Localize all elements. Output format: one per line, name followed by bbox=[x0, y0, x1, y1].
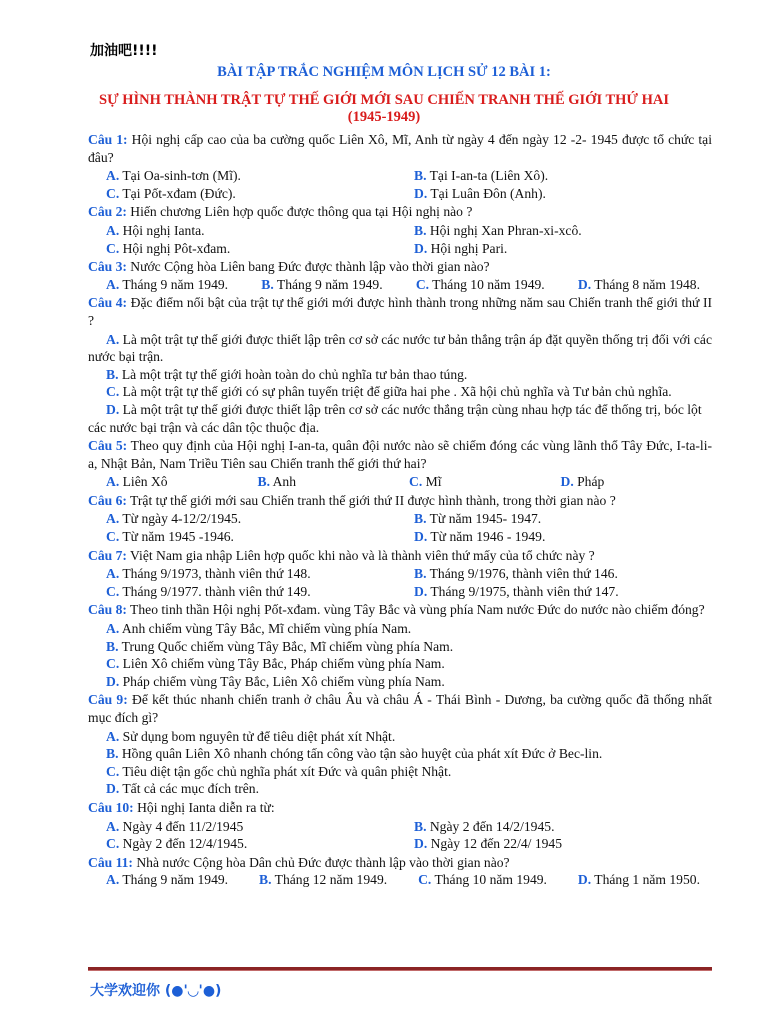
option-c[interactable] bbox=[106, 185, 409, 203]
option-d[interactable] bbox=[409, 528, 712, 546]
question-label: Câu 5: bbox=[88, 438, 128, 454]
option-letter: B. bbox=[257, 474, 270, 490]
option-a[interactable] bbox=[106, 167, 409, 185]
option-text: Từ năm 1945 -1946. bbox=[119, 529, 234, 545]
option-letter: B. bbox=[414, 511, 427, 527]
option-b[interactable] bbox=[409, 222, 712, 240]
question-7 bbox=[88, 547, 712, 601]
question-text bbox=[88, 203, 712, 221]
option-letter: B. bbox=[414, 222, 427, 238]
question-4 bbox=[88, 294, 712, 436]
question-body: Việt Nam gia nhập Liên hợp quốc khi nào và là thành viên thứ mấy của tổ chức này ? bbox=[126, 547, 595, 563]
option-c[interactable] bbox=[409, 473, 561, 491]
option-letter: A. bbox=[106, 621, 120, 637]
option-text: Tại Oa-sinh-tơn (Mĩ). bbox=[119, 168, 241, 184]
question-10 bbox=[88, 799, 712, 853]
option-d[interactable] bbox=[88, 673, 712, 691]
option-letter: C. bbox=[106, 185, 120, 201]
option-a[interactable] bbox=[106, 818, 409, 836]
question-body: Đặc điểm nổi bật của trật tự thế giới mới được hình thành trong những năm sau Chiến tranh thế giới thứ II ? bbox=[88, 295, 712, 328]
option-text: Tháng 12 năm 1949. bbox=[271, 872, 388, 888]
option-text: Tháng 9 năm 1949. bbox=[273, 276, 383, 292]
option-letter: A. bbox=[106, 566, 120, 582]
question-body: Để kết thúc nhanh chiến tranh ở châu Âu và châu Á - Thái Bình - Dương, ba cường quốc đã thống nhất mục đích gì? bbox=[88, 692, 713, 725]
option-group bbox=[88, 565, 712, 600]
option-a[interactable] bbox=[106, 510, 409, 528]
question-text bbox=[88, 131, 712, 166]
option-text: Anh bbox=[269, 474, 297, 490]
option-text: Liên Xô chiếm vùng Tây Bắc, Pháp chiếm vùng phía Nam. bbox=[119, 656, 445, 672]
option-letter: C. bbox=[106, 836, 120, 852]
option-letter: A. bbox=[106, 276, 120, 292]
option-text: Ngày 4 đến 11/2/1945 bbox=[119, 818, 244, 834]
option-c[interactable] bbox=[106, 583, 409, 601]
option-group bbox=[88, 331, 712, 437]
option-d[interactable] bbox=[561, 473, 713, 491]
option-letter: C. bbox=[106, 384, 120, 400]
option-text: Tháng 8 năm 1948. bbox=[591, 276, 700, 292]
option-a[interactable] bbox=[88, 620, 712, 638]
option-b[interactable] bbox=[409, 565, 712, 583]
option-letter: D. bbox=[106, 781, 120, 797]
option-letter: A. bbox=[106, 474, 120, 490]
question-body: Theo tinh thần Hội nghị Pốt-xđam. vùng Tây Bắc và vùng phía Nam nước Đức do nước nào chiếm đóng? bbox=[126, 602, 705, 618]
option-text: Là một trật tự thế giới được thiết lập trên cơ sở các nước thắng trận cùng nhau hợp tác để thống trị, bóc lột các nước bại trận và các dân tộc thuộc địa. bbox=[88, 401, 702, 435]
option-d[interactable] bbox=[88, 401, 712, 436]
option-c[interactable] bbox=[416, 276, 545, 294]
question-body: Hội nghị Ianta diễn ra từ: bbox=[133, 799, 275, 815]
option-d[interactable] bbox=[409, 835, 712, 853]
option-letter: B. bbox=[259, 872, 272, 888]
question-body: Hiến chương Liên hợp quốc được thông qua tại Hội nghị nào ? bbox=[126, 204, 473, 220]
option-d[interactable] bbox=[578, 276, 700, 294]
option-d[interactable] bbox=[409, 583, 712, 601]
option-letter: C. bbox=[409, 474, 423, 490]
option-letter: D. bbox=[414, 583, 428, 599]
question-label: Câu 3: bbox=[88, 259, 127, 275]
option-group bbox=[88, 276, 712, 294]
option-text: Anh chiếm vùng Tây Bắc, Mĩ chiếm vùng phía Nam. bbox=[119, 621, 412, 637]
option-letter: D. bbox=[560, 474, 574, 490]
question-text bbox=[88, 258, 712, 276]
option-letter: C. bbox=[415, 276, 430, 292]
option-b[interactable] bbox=[88, 745, 712, 763]
option-letter: D. bbox=[414, 240, 428, 256]
question-body: Theo quy định của Hội nghị I-an-ta, quân đội nước nào sẽ chiếm đóng các vùng lãnh thổ Tây Đức, I-ta-li-a, Nhật Bản, Nam Triều Tiên sau Chiến tranh thế giới thứ hai? bbox=[88, 438, 712, 471]
question-8 bbox=[88, 601, 712, 690]
option-a[interactable] bbox=[88, 728, 712, 746]
option-letter: B. bbox=[106, 746, 119, 762]
option-b[interactable] bbox=[409, 167, 712, 185]
option-letter: B. bbox=[106, 366, 119, 382]
option-a[interactable] bbox=[106, 222, 409, 240]
question-2 bbox=[88, 203, 712, 257]
option-letter: A. bbox=[106, 511, 120, 527]
option-d[interactable] bbox=[578, 871, 700, 889]
subtitle-line: SỰ HÌNH THÀNH TRẬT TỰ THẾ GIỚI MỚI SAU CHIẾN TRANH THẾ GIỚI THỨ HAI bbox=[99, 92, 669, 108]
option-group bbox=[88, 620, 712, 690]
option-letter: D. bbox=[577, 276, 592, 292]
option-text: Mĩ bbox=[422, 474, 442, 490]
option-c[interactable] bbox=[418, 871, 547, 889]
option-letter: C. bbox=[106, 656, 120, 672]
option-letter: A. bbox=[106, 331, 120, 347]
option-text: Từ năm 1946 - 1949. bbox=[427, 529, 546, 545]
question-label: Câu 6: bbox=[88, 492, 127, 508]
option-c[interactable] bbox=[88, 763, 712, 781]
question-11 bbox=[88, 854, 712, 889]
question-text bbox=[88, 799, 712, 817]
option-text: Ngày 2 đến 14/2/1945. bbox=[426, 818, 555, 834]
question-9 bbox=[88, 691, 712, 798]
option-text: Tại Pốt-xđam (Đức). bbox=[119, 185, 236, 201]
option-letter: A. bbox=[106, 818, 120, 834]
option-letter: B. bbox=[414, 168, 427, 184]
option-text: Hội nghị Xan Phran-xi-xcô. bbox=[426, 222, 582, 238]
option-letter: D. bbox=[106, 401, 120, 417]
footer-divider bbox=[88, 967, 712, 971]
option-text: Từ ngày 4-12/2/1945. bbox=[119, 511, 242, 527]
option-b[interactable] bbox=[409, 818, 712, 836]
option-text: Trung Quốc chiếm vùng Tây Bắc, Mĩ chiếm vùng phía Nam. bbox=[118, 638, 454, 654]
option-group bbox=[88, 222, 712, 257]
option-text: Tại Luân Đôn (Anh). bbox=[427, 185, 546, 201]
option-text: Hội nghị Ianta. bbox=[119, 222, 205, 238]
option-text: Từ năm 1945- 1947. bbox=[426, 511, 542, 527]
question-text bbox=[88, 294, 712, 329]
option-text: Tháng 9/1973, thành viên thứ 148. bbox=[119, 566, 311, 582]
option-text: Tại I-an-ta (Liên Xô). bbox=[426, 168, 549, 184]
option-text: Liên Xô bbox=[119, 474, 168, 490]
option-text: Là một trật tự thế giới được thiết lập trên cơ sở các nước tư bản thắng trận áp đặt quyền thống trị đối với các nước bại trận. bbox=[88, 331, 712, 365]
option-letter: A. bbox=[106, 872, 120, 888]
option-letter: C. bbox=[106, 763, 120, 779]
option-letter: B. bbox=[414, 818, 427, 834]
document-title: BÀI TẬP TRẮC NGHIỆM MÔN LỊCH SỬ 12 BÀI 1: bbox=[217, 64, 551, 80]
subtitle-years: (1945-1949) bbox=[347, 109, 421, 125]
question-label: Câu 4: bbox=[88, 295, 128, 311]
option-a[interactable] bbox=[88, 331, 712, 366]
question-3 bbox=[88, 258, 712, 293]
option-text: Ngày 12 đến 22/4/ 1945 bbox=[427, 836, 563, 852]
top-note: 加油吧!!!! bbox=[90, 43, 158, 59]
option-b[interactable] bbox=[88, 638, 712, 656]
option-letter: A. bbox=[106, 222, 120, 238]
option-b[interactable] bbox=[258, 473, 410, 491]
option-letter: C. bbox=[418, 872, 432, 888]
question-text bbox=[88, 437, 712, 472]
question-body: Nước Cộng hòa Liên bang Đức được thành lập vào thời gian nào? bbox=[126, 259, 490, 275]
option-text: Tháng 1 năm 1950. bbox=[591, 872, 700, 888]
option-text: Hồng quân Liên Xô nhanh chóng tấn công vào tận sào huyệt của phát xít Đức ở Bec-lin. bbox=[118, 746, 603, 762]
question-text bbox=[88, 691, 712, 726]
option-letter: D. bbox=[577, 872, 592, 888]
option-c[interactable] bbox=[106, 528, 409, 546]
option-text: Hội nghị Pari. bbox=[427, 240, 508, 256]
option-a[interactable] bbox=[106, 473, 258, 491]
option-d[interactable] bbox=[409, 240, 712, 258]
question-text bbox=[88, 601, 712, 619]
option-b[interactable] bbox=[261, 276, 382, 294]
option-text: Hội nghị Pôt-xđam. bbox=[119, 240, 231, 256]
option-letter: D. bbox=[414, 836, 428, 852]
option-text: Tháng 10 năm 1949. bbox=[429, 276, 545, 292]
question-body: Trật tự thế giới mới sau Chiến tranh thế giới thứ II được hình thành, trong thời gian nào ? bbox=[126, 492, 616, 508]
option-letter: C. bbox=[106, 240, 120, 256]
option-text: Tháng 9/1975, thành viên thứ 147. bbox=[427, 583, 619, 599]
option-group bbox=[88, 167, 712, 202]
option-text: Pháp bbox=[573, 474, 605, 490]
option-b[interactable] bbox=[409, 510, 712, 528]
option-text: Tiêu diệt tận gốc chủ nghĩa phát xít Đức và quân phiệt Nhật. bbox=[119, 763, 452, 779]
option-letter: D. bbox=[414, 529, 428, 545]
question-1 bbox=[88, 131, 712, 202]
option-letter: C. bbox=[106, 583, 120, 599]
question-label: Câu 7: bbox=[88, 547, 127, 563]
option-c[interactable] bbox=[106, 240, 409, 258]
question-body: Nhà nước Cộng hòa Dân chủ Đức được thành lập vào thời gian nào? bbox=[132, 854, 510, 870]
question-list bbox=[88, 131, 712, 890]
option-group bbox=[88, 818, 712, 853]
option-text: Tháng 10 năm 1949. bbox=[431, 872, 547, 888]
option-letter: D. bbox=[106, 673, 120, 689]
question-label: Câu 9: bbox=[88, 692, 128, 708]
option-a[interactable] bbox=[106, 276, 228, 294]
question-label: Câu 1: bbox=[88, 132, 128, 147]
question-label: Câu 11: bbox=[88, 854, 133, 870]
option-group bbox=[88, 510, 712, 545]
option-group bbox=[88, 473, 712, 491]
option-d[interactable] bbox=[409, 185, 712, 203]
option-a[interactable] bbox=[106, 871, 228, 889]
question-6 bbox=[88, 492, 712, 546]
question-text bbox=[88, 547, 712, 565]
question-text bbox=[88, 854, 712, 872]
option-letter: D. bbox=[414, 185, 428, 201]
option-d[interactable] bbox=[88, 780, 712, 798]
question-text bbox=[88, 492, 712, 510]
question-body: Hội nghị cấp cao của ba cường quốc Liên Xô, Mĩ, Anh từ ngày 4 đến ngày 12 -2- 1945 được tổ chức tại đâu? bbox=[88, 132, 712, 165]
option-letter: A. bbox=[106, 728, 120, 744]
option-text: Tháng 9 năm 1949. bbox=[119, 276, 229, 292]
option-text: Là một trật tự thế giới có sự phân tuyến triệt để giữa hai phe . Xã hội chủ nghĩa và Tư bản chủ nghĩa. bbox=[119, 384, 672, 400]
option-letter: B. bbox=[106, 638, 119, 654]
option-text: Pháp chiếm vùng Tây Bắc, Liên Xô chiếm vùng phía Nam. bbox=[119, 673, 445, 689]
option-letter: B. bbox=[414, 566, 427, 582]
option-a[interactable] bbox=[106, 565, 409, 583]
option-group bbox=[88, 871, 712, 889]
option-text: Ngày 2 đến 12/4/1945. bbox=[119, 836, 248, 852]
option-text: Là một trật tự thế giới hoàn toàn do chủ nghĩa tư bản thao túng. bbox=[118, 366, 468, 382]
option-text: Tháng 9/1976, thành viên thứ 146. bbox=[426, 566, 618, 582]
option-letter: A. bbox=[106, 168, 120, 184]
option-text: Tháng 9/1977. thành viên thứ 149. bbox=[119, 583, 311, 599]
question-label: Câu 8: bbox=[88, 602, 127, 618]
option-text: Sử dụng bom nguyên tử để tiêu diệt phát xít Nhật. bbox=[119, 728, 396, 744]
option-b[interactable] bbox=[259, 871, 387, 889]
option-c[interactable] bbox=[88, 383, 712, 401]
option-group bbox=[88, 728, 712, 798]
document-subtitle bbox=[0, 92, 768, 126]
question-label: Câu 2: bbox=[88, 204, 127, 220]
question-5 bbox=[88, 437, 712, 491]
footer-note: 大学欢迎你 (●'◡'●) bbox=[90, 983, 222, 999]
option-letter: B. bbox=[261, 276, 274, 292]
option-b[interactable] bbox=[88, 366, 712, 384]
option-c[interactable] bbox=[88, 655, 712, 673]
question-label: Câu 10: bbox=[88, 799, 134, 815]
option-text: Tất cả các mục đích trên. bbox=[119, 781, 259, 797]
option-text: Tháng 9 năm 1949. bbox=[119, 872, 229, 888]
option-letter: C. bbox=[106, 529, 120, 545]
option-c[interactable] bbox=[106, 835, 409, 853]
